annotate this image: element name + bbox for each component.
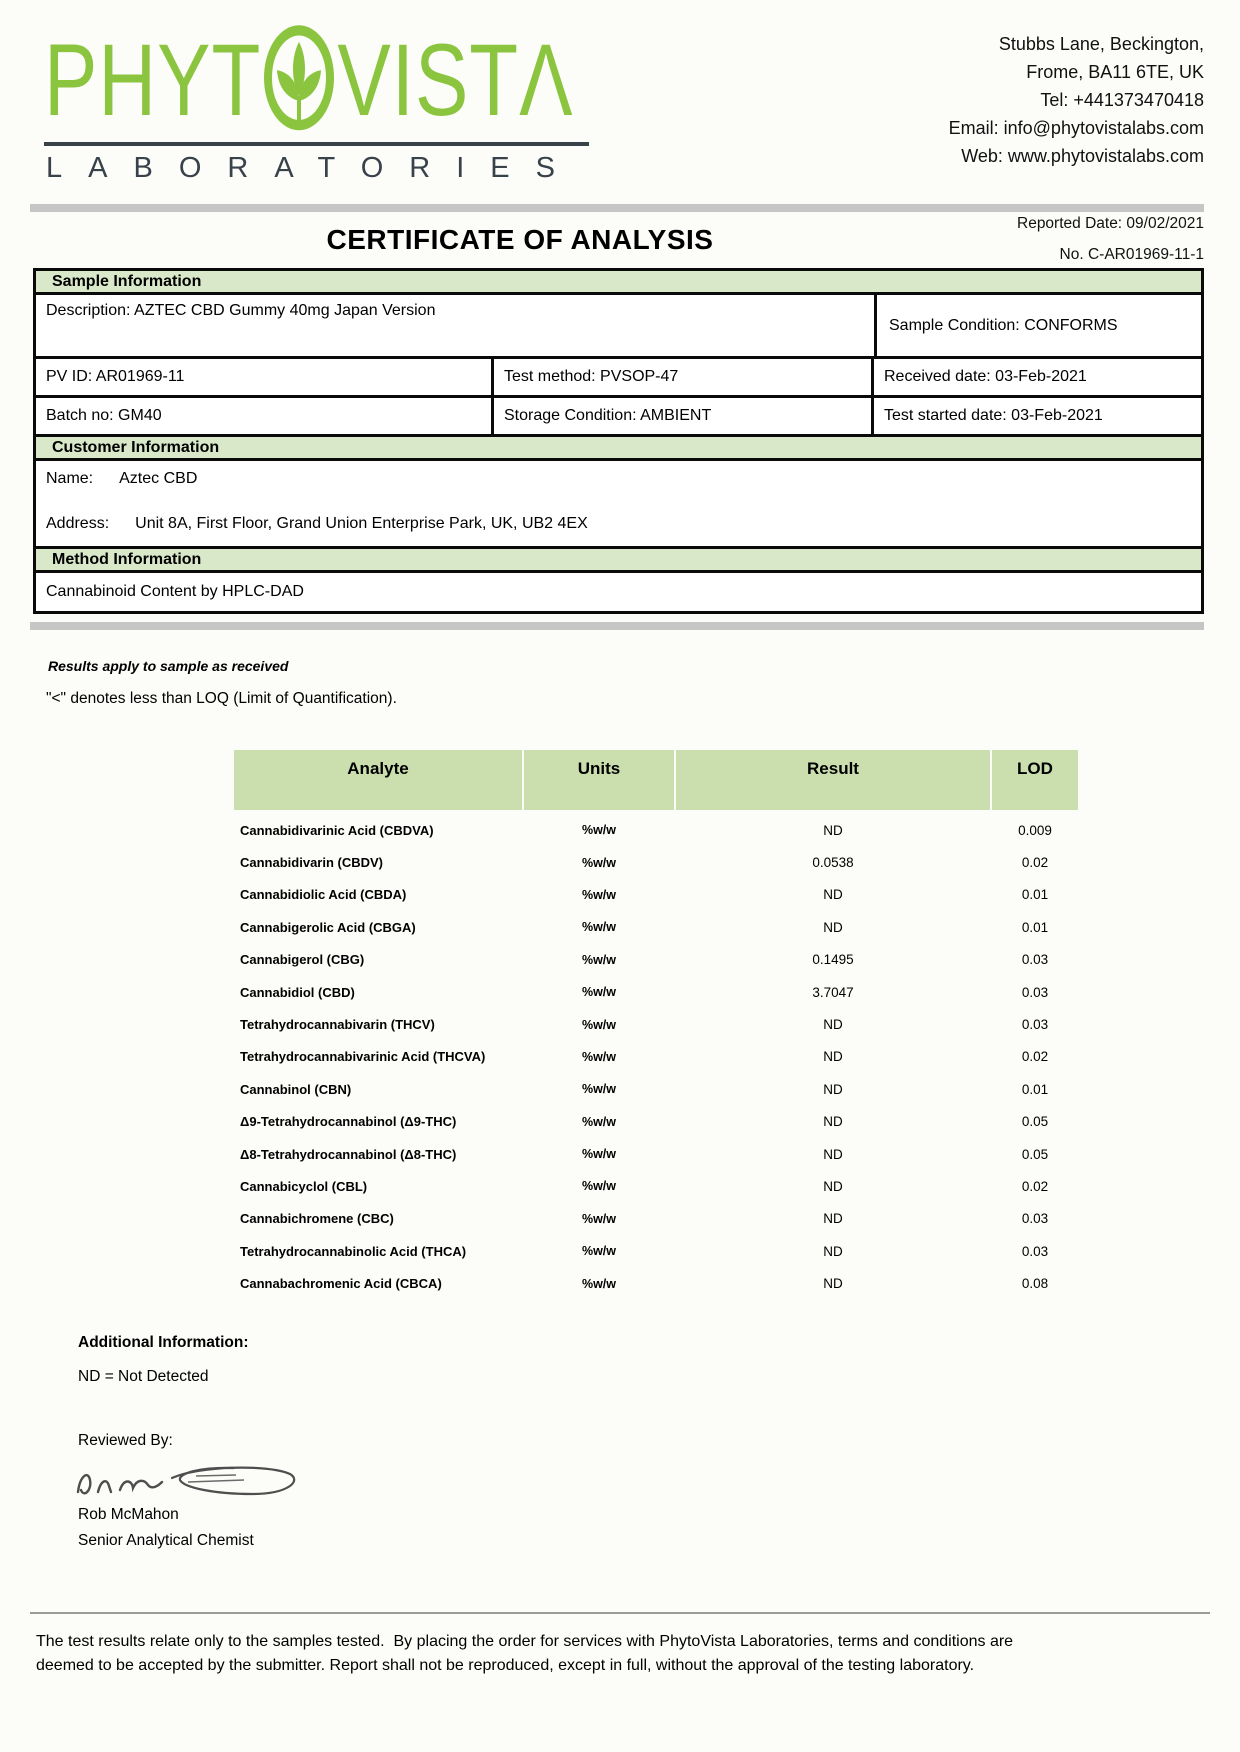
reviewed-by-label: Reviewed By: [78,1432,173,1449]
customer-address-line [46,515,1191,533]
analyte-lod: 0.05 [1021,1114,1049,1130]
additional-information-heading: Additional Information: [78,1334,249,1351]
customer-name-value: Aztec CBD [119,470,198,487]
analyte-lod: 0.01 [1021,919,1049,935]
analyte-lod: 0.08 [1021,1276,1049,1292]
customer-name-label: Name: [46,470,94,487]
analyte-name: Cannabachromenic Acid (CBCA) [240,1276,442,1292]
column-header-units: Units [524,750,674,810]
logo-text-phyt: PHYT [44,22,262,137]
analyte-name: Cannabinol (CBN) [240,1081,352,1097]
analyte-result: 0.1495 [812,952,854,968]
analyte-units: %w/w [581,920,617,935]
storage-condition: Storage Condition: AMBIENT [494,398,874,434]
table-row [234,1138,1080,1170]
signature [68,1452,308,1510]
table-row [234,1041,1080,1073]
analyte-lod: 0.03 [1021,1017,1049,1033]
received-date: Received date: 03-Feb-2021 [884,368,1087,385]
batch-no: Batch no: GM40 [36,398,494,434]
column-header-result: Result [676,750,990,810]
footer-line-1: The test results relate only to the samples tested. By placing the order for services with PhytoVista Laboratories, terms and conditions are [36,1633,1014,1650]
customer-information-header: Customer Information [36,437,1201,461]
table-row [234,1235,1080,1267]
table-row [234,814,1080,846]
analyte-result: ND [823,1146,843,1162]
analyte-units: %w/w [581,1114,617,1129]
info-section [33,268,1204,614]
customer-address-label: Address: [46,515,110,532]
page-title: CERTIFICATE OF ANALYSIS [326,224,714,255]
pv-id: PV ID: AR01969-11 [36,359,494,395]
leaf-icon [261,24,337,132]
analyte-units: %w/w [581,985,617,1000]
customer-address-value: Unit 8A, First Floor, Grand Union Enterprise Park, UK, UB2 4EX [135,515,588,532]
analyte-name: Tetrahydrocannabinolic Acid (THCA) [240,1243,467,1259]
sample-row-2 [36,398,1201,437]
analyte-lod: 0.03 [1021,1243,1049,1259]
method-information-header: Method Information [36,549,1201,573]
footer-disclaimer [36,1630,1214,1678]
analyte-units: %w/w [581,952,617,967]
analyte-result: ND [823,919,843,935]
reviewer-title: Senior Analytical Chemist [78,1532,254,1549]
contact-line: Stubbs Lane, Beckington, [998,34,1204,54]
analyte-result: 0.0538 [812,855,854,871]
analyte-name: Tetrahydrocannabivarinic Acid (THCVA) [240,1049,486,1065]
analyte-result: ND [823,1049,843,1065]
analyte-name: Tetrahydrocannabivarin (THCV) [240,1017,435,1033]
analyte-units: %w/w [581,855,617,870]
contact-line: Tel: +441373470418 [1040,90,1204,110]
results-table-body [234,814,1080,1300]
analyte-lod: 0.05 [1021,1146,1049,1162]
analyte-result: ND [823,1017,843,1033]
column-header-analyte: Analyte [234,750,522,810]
contact-line: Email: info@phytovistalabs.com [948,118,1204,138]
description-row [36,295,1201,359]
analyte-name: Cannabigerolic Acid (CBGA) [240,919,416,935]
analyte-units: %w/w [581,1082,617,1097]
report-number: No. C-AR01969-11-1 [1059,246,1204,263]
sample-information-header: Sample Information [36,271,1201,295]
contact-line: Web: www.phytovistalabs.com [961,146,1204,166]
analyte-units: %w/w [581,1179,617,1194]
analyte-name: Cannabidiol (CBD) [240,984,355,1000]
analyte-units: %w/w [581,1017,617,1032]
table-row [234,976,1080,1008]
analyte-lod: 0.02 [1021,1049,1049,1065]
table-row [234,1106,1080,1138]
analyte-name: Cannabichromene (CBC) [240,1211,394,1227]
analyte-name: Cannabigerol (CBG) [240,952,365,968]
phytovista-logo [44,22,574,137]
results-table [234,750,1080,1300]
section-separator-bar [30,622,1204,630]
logo-tagline: LABORATORIES [46,152,581,184]
analyte-result: ND [823,1243,843,1259]
analyte-result: ND [823,1211,843,1227]
footer-line-2: deemed to be accepted by the submitter. Report shall not be reproduced, except in full, without the approval of the testing laboratory. [36,1657,975,1674]
logo-divider-line [44,142,589,146]
results-apply-note: Results apply to sample as received [48,658,289,674]
analyte-lod: 0.02 [1021,1178,1049,1194]
header-separator-bar [30,204,1204,212]
table-row [234,1170,1080,1202]
table-row [234,1008,1080,1040]
analyte-result: ND [823,887,843,903]
analyte-result: ND [823,1081,843,1097]
test-started-date: Test started date: 03-Feb-2021 [884,407,1103,424]
analyte-result: ND [823,1276,843,1292]
analyte-units: %w/w [581,1147,617,1162]
reviewer-name: Rob McMahon [78,1506,179,1523]
table-row [234,879,1080,911]
nd-note: ND = Not Detected [78,1368,209,1385]
analyte-units: %w/w [581,1244,617,1259]
analyte-name: Cannabidiolic Acid (CBDA) [240,887,407,903]
table-row [234,944,1080,976]
logo-text-vista: VISTΛ [337,22,574,137]
customer-name-line [46,470,1191,488]
analyte-name: Cannabidivarinic Acid (CBDVA) [240,822,434,838]
analyte-lod: 0.01 [1021,1081,1049,1097]
sample-condition: Sample Condition: CONFORMS [889,316,1118,334]
analyte-units: %w/w [581,887,617,902]
analyte-result: 3.7047 [812,984,854,1000]
table-row [234,911,1080,943]
column-header-lod: LOD [992,750,1078,810]
analyte-name: Cannabicyclol (CBL) [240,1178,368,1194]
analyte-units: %w/w [581,1049,617,1064]
analyte-lod: 0.01 [1021,887,1049,903]
analyte-name: Δ9-Tetrahydrocannabinol (Δ9-THC) [240,1114,457,1130]
table-row [234,846,1080,878]
lab-contact-block [949,30,1204,170]
analyte-units: %w/w [581,1276,617,1291]
table-row [234,1073,1080,1105]
test-method: Test method: PVSOP-47 [494,359,874,395]
loq-note: "<" denotes less than LOQ (Limit of Quantification). [46,690,397,707]
table-row [234,1203,1080,1235]
analyte-result: ND [823,1178,843,1194]
analyte-name: Δ8-Tetrahydrocannabinol (Δ8-THC) [240,1146,457,1162]
contact-line: Frome, BA11 6TE, UK [1026,62,1204,82]
analyte-lod: 0.03 [1021,952,1049,968]
analyte-lod: 0.03 [1021,984,1049,1000]
analyte-lod: 0.02 [1021,855,1049,871]
table-row [234,1267,1080,1299]
sample-row-1 [36,359,1201,398]
analyte-name: Cannabidivarin (CBDV) [240,855,384,871]
customer-box [36,461,1201,549]
analyte-result: ND [823,822,843,838]
analyte-result: ND [823,1114,843,1130]
reported-date: Reported Date: 09/02/2021 [1017,215,1204,232]
analyte-units: %w/w [581,823,617,838]
analyte-units: %w/w [581,1211,617,1226]
method-description: Cannabinoid Content by HPLC-DAD [46,583,304,600]
analyte-lod: 0.03 [1021,1211,1049,1227]
results-table-header [234,750,1080,810]
footer-separator-line [30,1612,1210,1614]
analyte-lod: 0.009 [1018,822,1052,838]
sample-description: Description: AZTEC CBD Gummy 40mg Japan Version [36,295,877,356]
